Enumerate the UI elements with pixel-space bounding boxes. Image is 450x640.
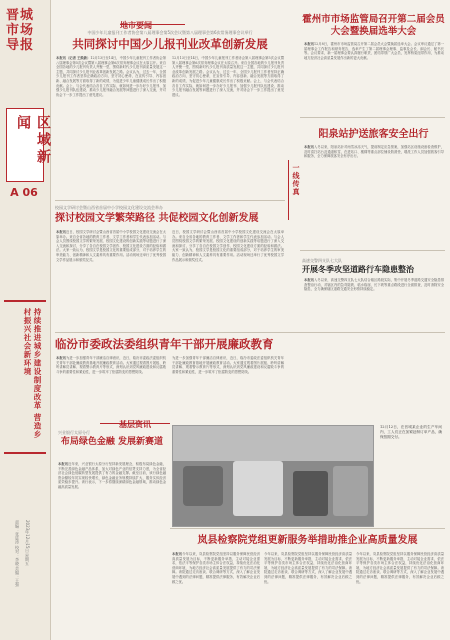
- art2-body-cont: 近日，校园文学研讨会暨山西省首届中小学校园文化建设交流会在太原举办。来自全省各地的教育工作者、文学工作者和学生代表参加活动。与会人员围绕校园文学的繁荣发展、校园文化建设的创新实践等话题进行了深入交流和探讨，分享了各自在校园文学创作、校园文化建设方面的经验和做法。大家一致认为，校园文学是校园文化的重要组成部分，对于培养学生的审美能力、创新精神和人文素养具有重要作用。活动现场还举行了优秀校园文学作品展示和颁奖仪式。: [172, 230, 284, 262]
- divider: [300, 117, 445, 118]
- art2-body-col1: [56, 230, 166, 330]
- news-photo: [172, 425, 374, 527]
- art1-title: 共同探讨中国少儿报刊业改革创新发展: [72, 37, 268, 51]
- divider: [55, 332, 445, 333]
- art7-byline: 本报讯: [304, 278, 315, 282]
- art8-body-col1: [172, 552, 260, 634]
- art8-body-cont: 今年以来，岚县检察院党组坚持以服务保障民营经济高质量发展为目标，不断更新服务举措，主动对接企业需求，依法平等保护各类市场主体合法权益，持续优化法治化营商环境，为地方经济社会高质量发展提供了有力的司法保障。该院通过走访座谈、联合调研等方式，深入了解企业发展中遇到的法律问题，精准提供法律服务，有效解决企业后顾之忧。: [264, 552, 352, 584]
- art6-body: [304, 145, 444, 225]
- art5-body-text: 12月8日，霍州市市场监管局召开第二届会员大会暨换届选举大会。会议审议通过了第一届理事会工作报告和财务报告，选举产生了第二届理事会理事、监事及会长、副会长、秘书长等。会议要求，新一届理事会要认真履行职责，团结带领广大会员，发挥桥梁纽带作用，为推动地方经济社会高质量发展作出新的更大贡献。: [304, 42, 444, 60]
- art2-kicker: 校园文学研讨会暨山西省首届中小学校园文化建设交流会举办: [55, 205, 163, 210]
- art3-body-col2: [172, 356, 284, 406]
- section-tag-label: 基层资讯: [119, 420, 151, 429]
- section-tag-local-news: [120, 13, 185, 30]
- art8-byline: 本报讯: [172, 552, 183, 556]
- art1-body: 12月13日至14日，中国少年儿童报刊工作者协会第八届理事会第5次会议暨第八届理事会第6次常务理事会议在太原召开。来自全国各地的少儿报刊负责人齐聚一堂，围绕新时代少儿报刊高质量发展这一主题，共同探讨少儿报刊业改革创新发展之路。会议认为，过去一年，全国少儿报刊工作者坚持正确政治方向，坚守初心使命，在宣传引导、内容创新、融合发展等方面取得了新的成绩，为促进少年儿童健康成长作出了积极贡献。会上，与会代表结合各自工作实际，就如何进一步办好少儿报刊、加强少儿报刊队伍建设、推动少儿报刊融合发展等问题进行了深入交流，并对协会下一步工作提出了意见建议。: [56, 56, 166, 97]
- art7-body-text: 入冬以来，高速交警四支队七大队结合辖区路段实际，集中开展冬季道路交通安全隐患排查整治行动，对辖区内的急弯陡坡、临水临崖、长下坡等重点路段进行全面排查，及时消除安全隐患，全力确保辖区道路交通安全形势持续稳定。: [304, 278, 444, 292]
- art1-byline: 本报讯（记者 王焕新）: [56, 56, 91, 60]
- art4-body: [58, 462, 166, 632]
- art5-body: [304, 42, 444, 112]
- art7-body: [304, 278, 444, 328]
- art6-body-text: 入冬以来，阳泉站针对雨雪冰冻天气，提前制定应急预案，加强站区设施设备检查维护，及时清扫站台及通道积雪，在进站口、楼梯等重点部位铺设防滑垫，增派工作人员加强旅客引导和服务，全力保障旅客安全有序出行。: [304, 145, 444, 159]
- issue-date: 2023年12月15日 星期五: [25, 520, 30, 566]
- art1-body-col1: [56, 56, 166, 196]
- art8-body-cont2: 今年以来，岚县检察院党组坚持以服务保障民营经济高质量发展为目标，不断更新服务举措，主动对接企业需求，依法平等保护各类市场主体合法权益，持续优化法治化营商环境，为地方经济社会高质量发展提供了有力的司法保障。该院通过走访座谈、联合调研等方式，深入了解企业发展中遇到的法律问题，精准提供法律服务，有效解决企业后顾之忧。: [356, 552, 444, 584]
- art7-kicker: 高速交警四支队七大队: [302, 258, 342, 263]
- art8-body-col3: [356, 552, 444, 634]
- art5-title: 霍州市市场监管局召开第二届会员大会暨换届选举大会: [302, 14, 445, 37]
- frontline-tag-text: 一线传真: [292, 164, 300, 196]
- masthead-column: [0, 0, 51, 640]
- section-name: 区域新闻: [15, 115, 51, 166]
- art4-title: 布局绿色金融 发展新赛道: [60, 437, 164, 447]
- art3-body: 为进一步加强青年干部廉洁自律意识，近日，临汾市委政法委组织机关青年干部赴廉政教育基地开展廉政教育活动。大家通过观看图片展板、聆听讲解员讲解、观看警示教育片等形式，深刻认识到党风廉政建设和反腐败斗争的重要性和紧迫性，进一步筑牢了拒腐防变的思想防线。: [56, 356, 166, 374]
- art6-title: 阳泉站护送旅客安全出行: [318, 129, 429, 140]
- art8-body: 今年以来，岚县检察院党组坚持以服务保障民营经济高质量发展为目标，不断更新服务举措，主动对接企业需求，依法平等保护各类市场主体合法权益，持续优化法治化营商环境，为地方经济社会高质量发展提供了有力的司法保障。该院通过走访座谈、联合调研等方式，深入了解企业发展中遇到的法律问题，精准提供法律服务，有效解决企业后顾之忧。: [172, 552, 260, 584]
- paper-logo: 晋城市场导报: [6, 8, 35, 53]
- art1-kicker: 中国少年儿童报刊工作者协会第八届理事会第5次会议暨第八届理事会第6次常务理事会议举行: [87, 30, 253, 35]
- slogan-box: [4, 300, 46, 454]
- art7-title: 开展冬季攻坚道路行车隐患整治: [302, 265, 414, 274]
- art2-body-col2: [172, 230, 284, 330]
- art2-title: 探讨校园文学繁荣路径 共促校园文化创新发展: [55, 213, 259, 224]
- art4-byline: 本报讯: [58, 462, 69, 466]
- art4-body-text: 近年来，兴业银行太原分行坚持新发展理念，积极布局绿色金融，不断完善绿色金融产品体系，加大对绿色产业的信贷支持力度，为全省经济社会绿色低碳转型发展提供了有力的金融支撑。截至目前，该行绿色融资余额较年初实现较快增长，绿色金融业务规模持续扩大，服务实体经济质效稳步提升。该行表示，下一步将继续深耕绿色金融领域，推动绿色金融高质量发展。: [58, 462, 166, 489]
- art8-title: 岚县检察院党组更新服务举措助推企业高质量发展: [197, 535, 418, 546]
- art8-body-col2: [264, 552, 352, 634]
- art5-byline: 本报讯: [304, 42, 315, 46]
- photo-caption: 12月12日，在晋城某企业的生产车间内，工人们正在加紧赶制订单产品，确保按期交付。: [380, 425, 442, 439]
- divider: [300, 250, 445, 251]
- art2-byline: 本报讯: [56, 230, 67, 234]
- editor-info: 责编：张进涛 校对：李晓 美编：王强: [15, 520, 20, 587]
- section-box: [6, 108, 51, 182]
- art3-body-cont: 为进一步加强青年干部廉洁自律意识，近日，临汾市委政法委组织机关青年干部赴廉政教育基地开展廉政教育活动。大家通过观看图片展板、聆听讲解员讲解、观看警示教育片等形式，深刻认识到党风廉政建设和反腐败斗争的重要性和紧迫性，进一步筑牢了拒腐防变的思想防线。: [172, 356, 284, 374]
- divider: [170, 528, 445, 529]
- art1-body-cont: 12月13日至14日，中国少年儿童报刊工作者协会第八届理事会第5次会议暨第八届理事会第6次常务理事会议在太原召开。来自全国各地的少儿报刊负责人齐聚一堂，围绕新时代少儿报刊高质量发展这一主题，共同探讨少儿报刊业改革创新发展之路。会议认为，过去一年，全国少儿报刊工作者坚持正确政治方向，坚守初心使命，在宣传引导、内容创新、融合发展等方面取得了新的成绩，为促进少年儿童健康成长作出了积极贡献。会上，与会代表结合各自工作实际，就如何进一步办好少儿报刊、加强少儿报刊队伍建设、推动少儿报刊融合发展等问题进行了深入交流，并对协会下一步工作提出了意见建议。: [172, 56, 284, 97]
- art6-byline: 本报讯: [304, 145, 315, 149]
- art3-body-col1: [56, 356, 166, 406]
- frontline-tag: [288, 160, 301, 220]
- art4-kicker: 兴业银行太原分行: [58, 430, 90, 435]
- art1-body-col2: [172, 56, 284, 196]
- art2-body: 近日，校园文学研讨会暨山西省首届中小学校园文化建设交流会在太原举办。来自全省各地的教育工作者、文学工作者和学生代表参加活动。与会人员围绕校园文学的繁荣发展、校园文化建设的创新实践等话题进行了深入交流和探讨，分享了各自在校园文学创作、校园文化建设方面的经验和做法。大家一致认为，校园文学是校园文化的重要组成部分，对于培养学生的审美能力、创新精神和人文素养具有重要作用。活动现场还举行了优秀校园文学作品展示和颁奖仪式。: [56, 230, 166, 262]
- divider: [55, 200, 285, 201]
- page-number: A 06: [10, 186, 38, 199]
- slogan-text: 持续推进城乡建设制度改革 营造乡村振兴社会新环境: [23, 308, 42, 440]
- section-tag-grassroots: [100, 412, 170, 429]
- section-tag-label: 地市要闻: [120, 21, 152, 30]
- art3-byline: 本报讯: [56, 356, 67, 360]
- art3-title: 临汾市委政法委组织青年干部开展廉政教育: [55, 337, 274, 351]
